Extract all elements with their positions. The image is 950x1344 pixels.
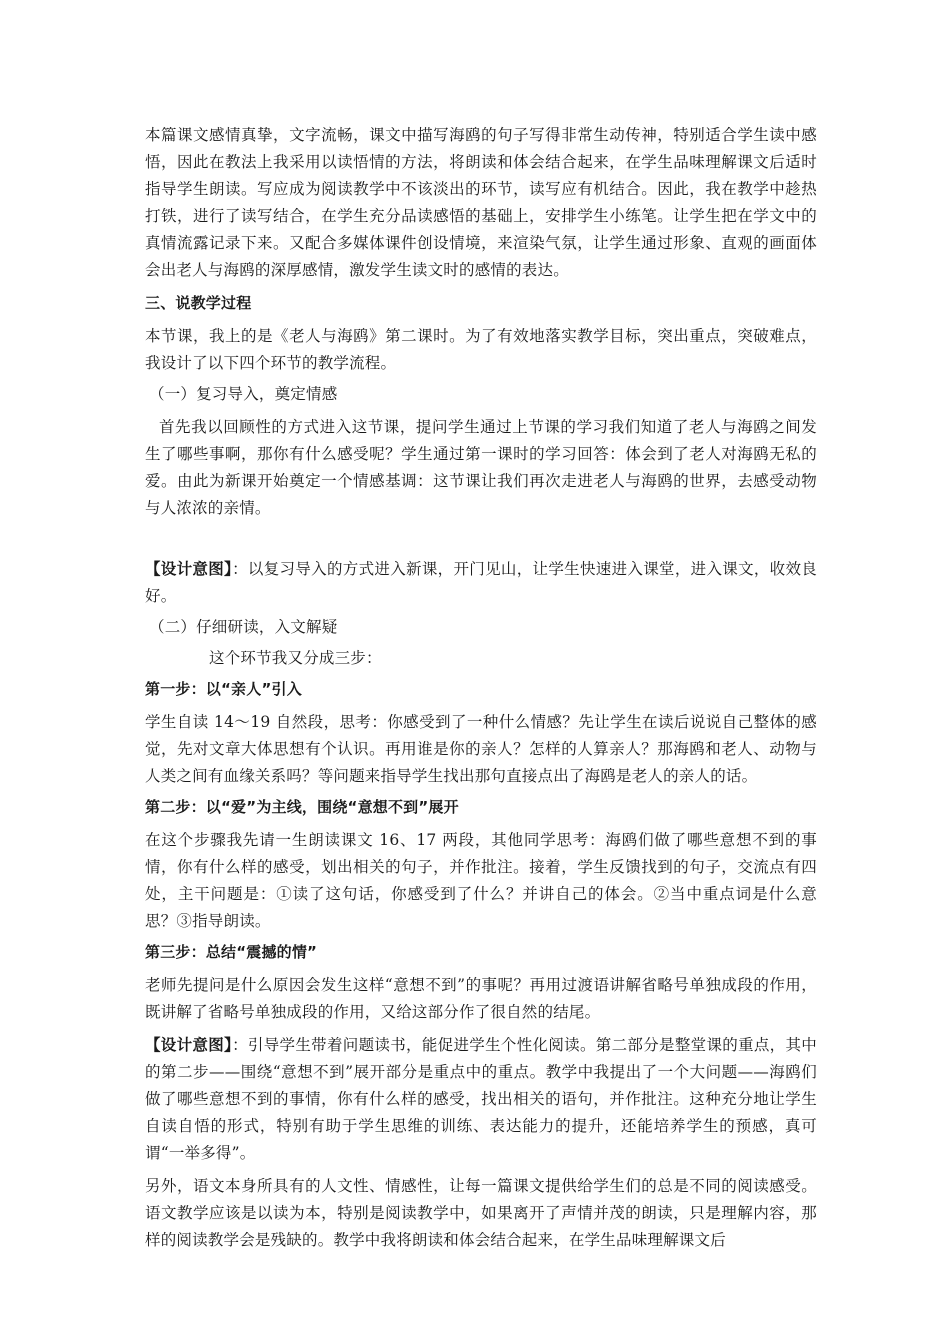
- paragraph-step-2: 在这个步骤我先请一生朗读课文 16、17 两段，其他同学思考：海鸥们做了哪些意想不到的事情，你有什么样的感受，划出相关的句子，并作批注。接着，学生反馈找到的句子，交流点有四处，主干问题是：①读了这句话，你感受到了什么？并讲自己的体会。②当中重点词是什么意思？③指导朗读。: [145, 831, 817, 930]
- subheading-careful-reading: （二）仔细研读，入文解疑: [149, 618, 338, 636]
- design-intent-label: 【设计意图】: [145, 1036, 233, 1054]
- section-heading-teaching-process: 三、说教学过程: [145, 294, 252, 312]
- subheading-review-intro: （一）复习导入，奠定情感: [149, 385, 338, 403]
- paragraph-step-1: 学生自读 14～19 自然段，思考：你感受到了一种什么情感？先让学生在读后说说自己整体的感觉，先对文章大体思想有个认识。再用谁是你的亲人？怎样的人算亲人？那海鸥和老人、动物与人类之间有血缘关系吗？等问题来指导学生找出那句直接点出了海鸥是老人的亲人的话。: [145, 713, 817, 785]
- paragraph-review-description: 首先我以回顾性的方式进入这节课，提问学生通过上节课的学习我们知道了老人与海鸥之间发生了哪些事啊，那你有什么感受呢？学生通过第一课时的学习回答：体会到了老人对海鸥无私的爱。由此为新课开始奠定一个情感基调：这节课让我们再次走进老人与海鸥的世界，去感受动物与人浓浓的亲情。: [145, 418, 817, 517]
- design-intent-1: [145, 556, 817, 610]
- paragraph-reading-aloud: 另外，语文本身所具有的人文性、情感性，让每一篇课文提供给学生们的总是不同的阅读感受。语文教学应该是以读为本，特别是阅读教学中，如果离开了声情并茂的朗读，只是理解内容，那样的阅读教学会是残缺的。教学中我将朗读和体会结合起来，在学生品味理解课文后: [145, 1177, 817, 1249]
- paragraph-teaching-method: 本篇课文感情真挚，文字流畅，课文中描写海鸥的句子写得非常生动传神，特别适合学生读中感悟，因此在教法上我采用以读悟情的方法，将朗读和体会结合起来，在学生品味理解课文后适时指导学生朗读。写应成为阅读教学中不该淡出的环节，读写应有机结合。因此，我在教学中趁热打铁，进行了读写结合，在学生充分品读感悟的基础上，安排学生小练笔。让学生把在学文中的真情流露记录下来。又配合多媒体课件创设情境，来渲染气氛，让学生通过形象、直观的画面体会出老人与海鸥的深厚感情，激发学生读文时的感情的表达。: [145, 126, 817, 279]
- document-body: [145, 122, 817, 1254]
- step-3-heading: 第三步：总结“震撼的情”: [145, 943, 318, 961]
- paragraph-lesson-intro: 本节课，我上的是《老人与海鸥》第二课时。为了有效地落实教学目标，突出重点，突破难点，我设计了以下四个环节的教学流程。: [145, 327, 817, 372]
- paragraph-step-3: 老师先提问是什么原因会发生这样“意想不到”的事呢？再用过渡语讲解省略号单独成段的作用，既讲解了省略号单独成段的作用，又给这部分作了很自然的结尾。: [145, 976, 817, 1021]
- design-intent-label: 【设计意图】: [145, 560, 233, 578]
- design-intent-text: ：引导学生带着问题读书，能促进学生个性化阅读。第二部分是整堂课的重点，其中的第二步——围绕“意想不到”展开部分是重点中的重点。教学中我提出了一个大问题——海鸥们做了哪些意想不到的事情，你有什么样的感受，找出相关的语句，并作批注。这种充分地让学生自读自悟的形式，特别有助于学生思维的训练、表达能力的提升，还能培养学生的预感，真可谓“一举多得”。: [145, 1036, 818, 1162]
- step-1-heading: 第一步：以“亲人”引入: [145, 680, 302, 698]
- design-intent-2: [145, 1032, 817, 1167]
- design-intent-text: ：以复习导入的方式进入新课，开门见山，让学生快速进入课堂，进入课文，收效良好。: [145, 560, 818, 605]
- paragraph-three-steps: 这个环节我又分成三步：: [209, 649, 382, 667]
- step-2-heading: 第二步：以“爱”为主线，围绕“意想不到”展开: [145, 798, 459, 816]
